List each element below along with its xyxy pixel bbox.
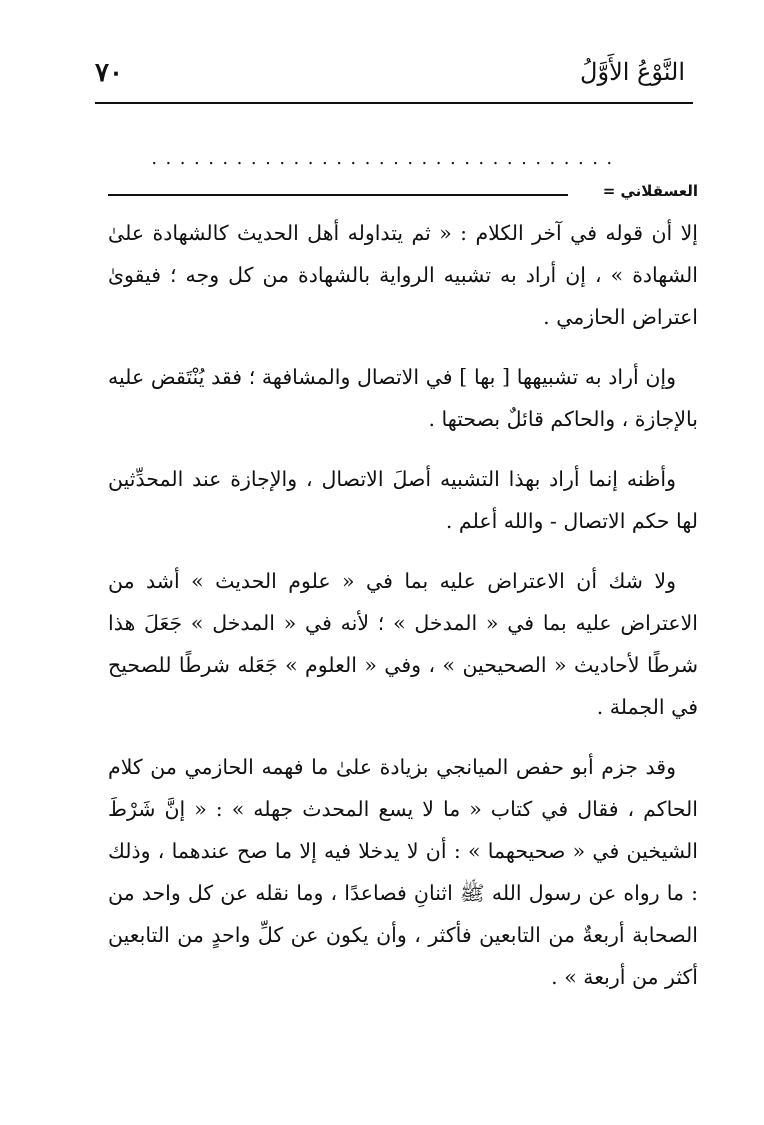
marker-label: العسقلاني = (602, 182, 698, 200)
running-title: النَّوْعُ الأَوَّلُ (580, 58, 685, 86)
paragraph: إلا أن قوله في آخر الكلام : « ثم يتداوله أهل الحديث كالشهادة علىٰ الشهادة » ، إن أراد به تشبيه الرواية بالشهادة من كل وجه ؛ فيقوىٰ اعتراض الحازمي . (108, 221, 698, 329)
page-header (95, 58, 685, 98)
dotted-separator: ................................. (151, 148, 621, 168)
section-marker (108, 182, 698, 208)
paragraph: ولا شك أن الاعتراض عليه بما في « علوم الحديث » أشد من الاعتراض عليه بما في « المدخل » ؛ لأنه في « المدخل » جَعَلَ هذا شرطًا لأحاديث « الصحيحين » ، وفي « العلوم » جَعَله شرطًا للصحيح في الجملة . (108, 569, 698, 719)
paragraph: وأظنه إنما أراد بهذا التشبيه أصلَ الاتصال ، والإجازة عند المحدِّثين لها حكم الاتصال - والله أعلم . (108, 467, 698, 533)
paragraph: وقد جزم أبو حفص الميانجي بزيادة علىٰ ما فهمه الحازمي من كلام الحاكم ، فقال في كتاب « ما لا يسع المحدث جهله » : « إنَّ شَرْطَ الشيخين في « صحيحهما » : أن لا يدخلا فيه إلا ما صح عندهما ، وذلك : ما رواه عن رسول الله ﷺ اثنانِ فصاعدًا ، وما نقله عن كل واحد من الصحابة أربعةٌ من التابعين فأكثر ، وأن يكون عن كلِّ واحدٍ من التابعين أكثر من أربعة » . (108, 755, 698, 989)
marker-rule (108, 194, 568, 196)
header-rule (95, 102, 693, 104)
page-number: ٧٠ (95, 58, 123, 88)
body-text (108, 212, 698, 1016)
paragraph: وإن أراد به تشبيهها [ بها ] في الاتصال والمشافهة ؛ فقد يُنْتَقض عليه بالإجازة ، والحاكم قائلٌ بصحتها . (108, 365, 698, 431)
